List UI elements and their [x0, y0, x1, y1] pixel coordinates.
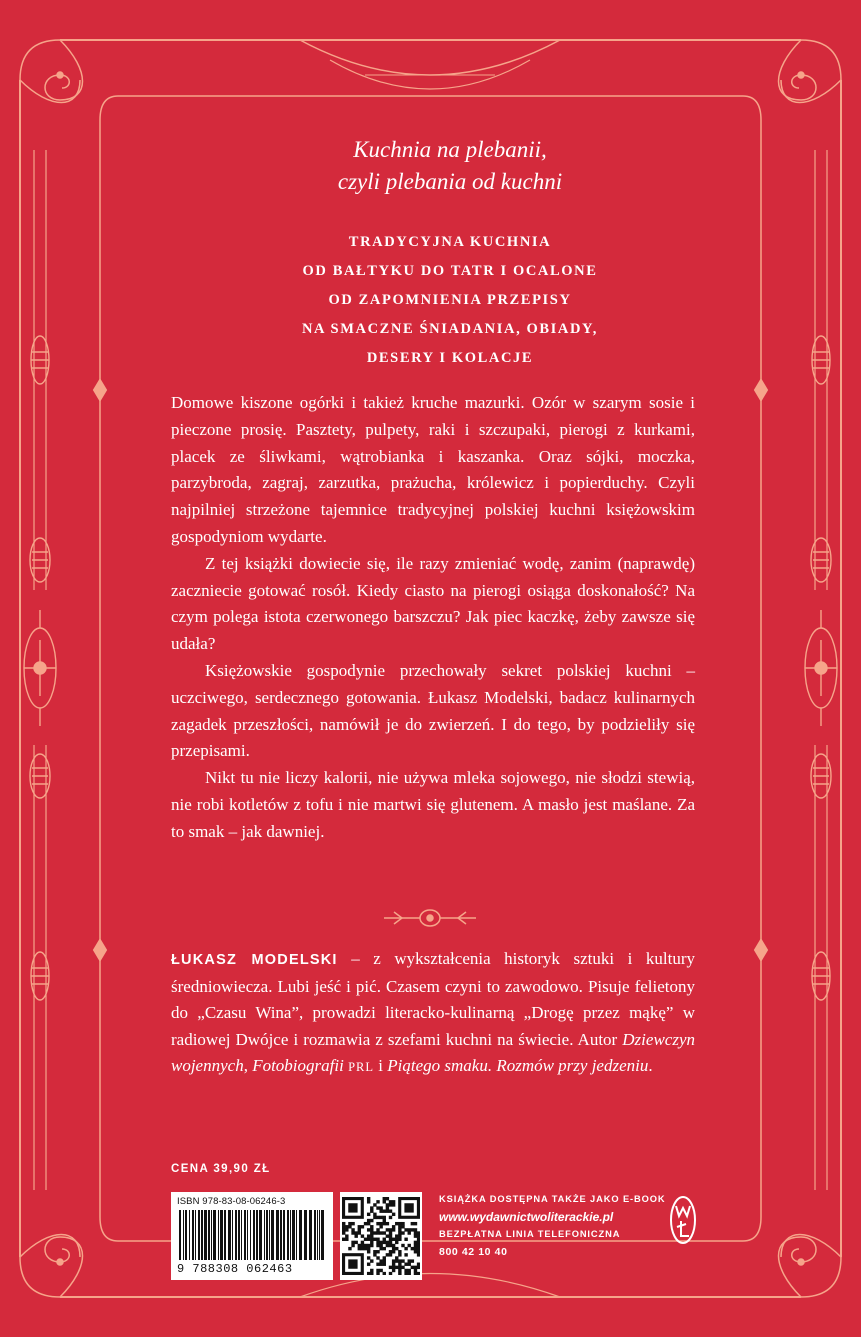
qr-module: [367, 1234, 370, 1237]
book-title-3: Piątego smaku. Rozmów przy jedzeniu: [387, 1056, 649, 1075]
divider-ornament: [380, 907, 480, 929]
qr-module: [411, 1222, 414, 1225]
qr-module: [376, 1241, 379, 1244]
qr-module: [379, 1263, 382, 1266]
qr-module: [370, 1225, 373, 1228]
qr-module: [342, 1228, 345, 1231]
qr-module: [414, 1250, 417, 1253]
qr-module: [348, 1222, 351, 1225]
qr-module: [383, 1197, 386, 1200]
qr-module: [367, 1213, 370, 1216]
bio-end: .: [648, 1056, 653, 1075]
barcode-bar: [247, 1210, 248, 1260]
qr-module: [389, 1266, 392, 1269]
qr-module: [373, 1216, 376, 1219]
qr-module: [342, 1222, 345, 1225]
qr-module: [392, 1250, 395, 1253]
qr-module: [408, 1228, 411, 1231]
qr-module: [383, 1238, 386, 1241]
qr-module: [370, 1206, 373, 1209]
barcode-bar: [259, 1210, 262, 1260]
qr-module: [373, 1203, 376, 1206]
barcode-bar: [250, 1210, 251, 1260]
qr-module: [367, 1244, 370, 1247]
qr-module: [395, 1256, 398, 1259]
qr-module: [370, 1238, 373, 1241]
qr-module: [386, 1222, 389, 1225]
qr-module: [389, 1253, 392, 1256]
qr-module: [392, 1247, 395, 1250]
barcode-bar: [208, 1210, 210, 1260]
qr-module: [417, 1244, 420, 1247]
barcode-bar: [224, 1210, 226, 1260]
description-paragraph-3: Księżowskie gospodynie przechowały sekret polskiej kuchni – uczciwego, serdecznego gotowania. Łukasz Modelski, badacz kulinarnych zagadek przeszłości, namówił je do zwierzeń. I do tego, by podzieliły się przepisami.: [171, 660, 695, 761]
qr-module: [389, 1241, 392, 1244]
qr-module: [351, 1231, 354, 1234]
qr-module: [379, 1216, 382, 1219]
qr-module: [414, 1228, 417, 1231]
qr-module: [361, 1244, 364, 1247]
bio-text: – z wykształcenia historyk sztuki i kultury średniowiecza. Lubi jeść i pić. Czasem czyni to zawodowo. Pisuje felietony do „Czasu Wina”, prowadzi literacko-kulinarną „Drogę przez mąkę” w radiowej Dwójce i rozmawia z szefami kuchni na świecie. Autor: [171, 949, 695, 1049]
publisher-website[interactable]: www.wydawnictwoliterackie.pl: [439, 1210, 614, 1224]
barcode-bar: [256, 1210, 258, 1260]
qr-module: [376, 1244, 379, 1247]
qr-module: [414, 1266, 417, 1269]
qr-module: [351, 1222, 354, 1225]
barcode-bar: [253, 1210, 255, 1260]
qr-module: [401, 1244, 404, 1247]
qr-module: [370, 1231, 373, 1234]
qr-module: [383, 1247, 386, 1250]
qr-module: [373, 1238, 376, 1241]
qr-module: [361, 1247, 364, 1250]
barcode-bar: [235, 1210, 237, 1260]
qr-module: [392, 1225, 395, 1228]
qr-module: [417, 1234, 420, 1237]
qr-module: [417, 1247, 420, 1250]
barcode-bar: [189, 1210, 190, 1260]
book-title-2: Fotobiografii: [252, 1056, 344, 1075]
qr-module: [383, 1209, 386, 1212]
qr-module: [361, 1225, 364, 1228]
qr-module: [376, 1269, 379, 1272]
barcode-bar: [241, 1210, 242, 1260]
qr-module: [383, 1200, 386, 1203]
subtitle-line-1: Kuchnia na plebanii,: [353, 137, 547, 162]
qr-module: [367, 1247, 370, 1250]
qr-module: [389, 1216, 392, 1219]
qr-module: [414, 1269, 417, 1272]
tagline: [150, 228, 750, 373]
qr-module: [414, 1234, 417, 1237]
subtitle-line-2: czyli plebania od kuchni: [337, 169, 563, 194]
barcode-box: [171, 1192, 333, 1280]
barcode-bar: [283, 1210, 285, 1260]
qr-module: [376, 1216, 379, 1219]
qr-module: [389, 1272, 392, 1275]
qr-module: [417, 1241, 420, 1244]
qr-module: [376, 1200, 379, 1203]
qr-module: [383, 1263, 386, 1266]
qr-module: [348, 1225, 351, 1228]
qr-module: [358, 1247, 361, 1250]
qr-module: [392, 1259, 395, 1262]
book-title-1: Dziewczyn wojennych: [171, 1029, 695, 1075]
qr-module: [408, 1272, 411, 1275]
qr-module: [373, 1213, 376, 1216]
qr-module: [367, 1263, 370, 1266]
barcode-bar: [238, 1210, 240, 1260]
qr-module: [401, 1266, 404, 1269]
bio-and: i: [374, 1056, 388, 1075]
qr-module: [392, 1203, 395, 1206]
qr-module: [411, 1247, 414, 1250]
tagline-line-5: DESERY I KOLACJE: [366, 350, 534, 366]
qr-module: [392, 1263, 395, 1266]
isbn-label: ISBN 978-83-08-06246-3: [177, 1196, 286, 1207]
qr-module: [401, 1231, 404, 1234]
qr-module: [367, 1250, 370, 1253]
qr-module: [354, 1234, 357, 1237]
qr-module: [404, 1272, 407, 1275]
qr-module: [379, 1209, 382, 1212]
qr-module: [370, 1209, 373, 1212]
qr-module: [383, 1272, 386, 1275]
qr-module: [376, 1256, 379, 1259]
qr-module: [383, 1219, 386, 1222]
qr-module: [404, 1247, 407, 1250]
qr-module: [386, 1244, 389, 1247]
qr-module: [379, 1269, 382, 1272]
qr-module: [370, 1219, 373, 1222]
qr-module: [379, 1225, 382, 1228]
barcode-bar: [179, 1210, 181, 1260]
author-name: ŁUKASZ MODELSKI: [171, 952, 338, 968]
qr-module: [342, 1225, 345, 1228]
subtitle: [150, 134, 750, 198]
qr-module: [386, 1197, 389, 1200]
hotline-label: BEZPŁATNA LINIA TELEFONICZNA: [439, 1229, 621, 1239]
qr-module: [386, 1209, 389, 1212]
barcode-bar: [314, 1210, 316, 1260]
qr-module: [417, 1250, 420, 1253]
qr-module: [364, 1244, 367, 1247]
barcode-bar: [185, 1210, 187, 1260]
qr-module: [367, 1272, 370, 1275]
qr-module: [370, 1228, 373, 1231]
qr-module: [398, 1225, 401, 1228]
qr-module: [414, 1244, 417, 1247]
qr-module: [354, 1241, 357, 1244]
qr-module: [414, 1241, 417, 1244]
qr-module: [411, 1228, 414, 1231]
qr-module: [404, 1263, 407, 1266]
qr-module: [395, 1241, 398, 1244]
barcode-bar: [276, 1210, 279, 1260]
qr-module: [376, 1231, 379, 1234]
qr-module: [358, 1244, 361, 1247]
qr-module: [345, 1228, 348, 1231]
qr-module: [367, 1197, 370, 1200]
description-paragraph-4: Nikt tu nie liczy kalorii, nie używa mleka sojowego, nie słodzi stewią, nie robi kotletów z tofu i nie martwi się glutenem. A masło jest maślane. Za to smak – jak dawniej.: [171, 768, 695, 841]
qr-module: [395, 1247, 398, 1250]
qr-module: [358, 1225, 361, 1228]
qr-module: [404, 1238, 407, 1241]
qr-module: [351, 1241, 354, 1244]
qr-module: [361, 1234, 364, 1237]
barcode-bar: [292, 1210, 295, 1260]
qr-module: [379, 1241, 382, 1244]
qr-module: [389, 1200, 392, 1203]
qr-module: [401, 1259, 404, 1262]
price-label: CENA 39,90 ZŁ: [171, 1163, 271, 1175]
barcode-bar: [266, 1210, 268, 1260]
qr-module: [376, 1250, 379, 1253]
qr-module: [389, 1209, 392, 1212]
barcode-bar: [213, 1210, 216, 1260]
qr-module: [386, 1234, 389, 1237]
barcode-bar: [204, 1210, 207, 1260]
qr-module: [417, 1253, 420, 1256]
barcode-bar: [280, 1210, 282, 1260]
qr-module: [364, 1238, 367, 1241]
barcode-bar: [264, 1210, 265, 1260]
qr-module: [351, 1228, 354, 1231]
qr-module: [386, 1253, 389, 1256]
qr-module: [401, 1222, 404, 1225]
tagline-line-2: OD BAŁTYKU DO TATR I OCALONE: [302, 263, 598, 279]
qr-module: [361, 1241, 364, 1244]
qr-module: [398, 1259, 401, 1262]
qr-module: [376, 1263, 379, 1266]
qr-module: [392, 1200, 395, 1203]
qr-code-icon: [342, 1197, 420, 1275]
qr-code-box[interactable]: [340, 1192, 422, 1280]
qr-module: [417, 1272, 420, 1275]
qr-module: [383, 1231, 386, 1234]
qr-module: [389, 1234, 392, 1237]
qr-module: [376, 1206, 379, 1209]
qr-module: [398, 1266, 401, 1269]
barcode-icon: [177, 1210, 327, 1262]
qr-module: [398, 1253, 401, 1256]
barcode-bar: [321, 1210, 324, 1260]
qr-module: [345, 1238, 348, 1241]
qr-module: [392, 1238, 395, 1241]
qr-module: [370, 1241, 373, 1244]
qr-module: [367, 1256, 370, 1259]
qr-module: [398, 1231, 401, 1234]
barcode-bar: [319, 1210, 320, 1260]
qr-module: [404, 1269, 407, 1272]
author-bio: [171, 946, 695, 1081]
qr-module: [379, 1222, 382, 1225]
qr-module: [383, 1241, 386, 1244]
barcode-bar: [269, 1210, 270, 1260]
qr-module: [395, 1259, 398, 1262]
qr-module: [411, 1259, 414, 1262]
qr-module: [386, 1206, 389, 1209]
barcode-bar: [211, 1210, 212, 1260]
qr-module: [383, 1256, 386, 1259]
description: [171, 390, 695, 846]
wl-logo-icon: [668, 1194, 698, 1246]
barcode-bar: [220, 1210, 223, 1260]
qr-module: [383, 1216, 386, 1219]
qr-module: [367, 1219, 370, 1222]
barcode-bar: [299, 1210, 302, 1260]
barcode-bar: [296, 1210, 297, 1260]
qr-module: [404, 1253, 407, 1256]
qr-module: [370, 1244, 373, 1247]
qr-module: [370, 1272, 373, 1275]
qr-module: [414, 1247, 417, 1250]
qr-module: [364, 1222, 367, 1225]
qr-module: [342, 1231, 345, 1234]
qr-module: [389, 1203, 392, 1206]
qr-module: [379, 1231, 382, 1234]
qr-module: [414, 1231, 417, 1234]
qr-module: [379, 1206, 382, 1209]
qr-module: [379, 1244, 382, 1247]
qr-module: [417, 1266, 420, 1269]
qr-module: [392, 1266, 395, 1269]
qr-module: [376, 1272, 379, 1275]
qr-module: [411, 1266, 414, 1269]
qr-module: [414, 1222, 417, 1225]
qr-module: [376, 1238, 379, 1241]
qr-module: [386, 1203, 389, 1206]
book-title-2-prl: PRL: [348, 1060, 375, 1074]
qr-module: [404, 1228, 407, 1231]
qr-module: [398, 1222, 401, 1225]
qr-module: [342, 1238, 345, 1241]
qr-module: [398, 1250, 401, 1253]
qr-module: [392, 1244, 395, 1247]
bio-separator: ,: [243, 1056, 253, 1075]
qr-module: [389, 1250, 392, 1253]
ebook-note: KSIĄŻKA DOSTĘPNA TAKŻE JAKO E-BOOK: [439, 1194, 666, 1204]
publisher-info: [439, 1192, 666, 1260]
tagline-line-1: TRADYCYJNA KUCHNIA: [348, 234, 552, 250]
qr-module: [398, 1234, 401, 1237]
qr-module: [417, 1231, 420, 1234]
qr-module: [364, 1247, 367, 1250]
barcode-bar: [309, 1210, 312, 1260]
qr-module: [376, 1222, 379, 1225]
qr-module: [398, 1263, 401, 1266]
description-paragraph-1: Domowe kiszone ogórki i takież kruche mazurki. Ozór w szarym sosie i pieczone prosię. Pasztety, pulpety, raki i szczupaki, pierogi z kurkami, placek ze śliwkami, wątrobianka i kaszanka. Oraz sójki, moczka, parzybroda, zagraj, zarzutka, prażucha, królewicz i popierduchy. Czyli najpilniej strzeżone tajemnice tradycyjnej polskiej kuchni księżowskim gospodyniom wydarte.: [171, 393, 695, 546]
barcode-bar: [183, 1210, 184, 1260]
qr-module: [367, 1200, 370, 1203]
qr-module: [358, 1228, 361, 1231]
qr-module: [417, 1263, 420, 1266]
qr-module: [367, 1238, 370, 1241]
barcode-bar: [198, 1210, 200, 1260]
qr-module: [408, 1231, 411, 1234]
qr-module: [367, 1222, 370, 1225]
hotline-phone[interactable]: 800 42 10 40: [439, 1246, 508, 1258]
qr-module: [386, 1241, 389, 1244]
qr-module: [348, 1259, 357, 1268]
qr-module: [367, 1228, 370, 1231]
barcode-bar: [287, 1210, 289, 1260]
qr-module: [398, 1272, 401, 1275]
qr-module: [395, 1222, 398, 1225]
qr-module: [348, 1203, 357, 1212]
barcode-bar: [244, 1210, 246, 1260]
qr-module: [379, 1247, 382, 1250]
barcode-bar: [218, 1210, 219, 1260]
qr-module: [395, 1266, 398, 1269]
qr-module: [395, 1234, 398, 1237]
barcode-bar: [232, 1210, 233, 1260]
barcode-bar: [304, 1210, 307, 1260]
qr-module: [351, 1244, 354, 1247]
tagline-line-3: OD ZAPOMNIENIA PRZEPISY: [328, 292, 572, 308]
barcode-bar: [271, 1210, 274, 1260]
qr-module: [386, 1228, 389, 1231]
qr-module: [376, 1228, 379, 1231]
qr-module: [398, 1269, 401, 1272]
qr-module: [392, 1269, 395, 1272]
barcode-bar: [228, 1210, 231, 1260]
qr-module: [408, 1269, 411, 1272]
description-paragraph-2: Z tej książki dowiecie się, ile razy zmieniać wodę, zanim (naprawdę) zaczniecie gotować rosół. Kiedy ciasto na pierogi osiąga doskonałość? Na czym polega istota czerwonego barszczu? Jak piec kaczkę, żeby zawsze się udała?: [171, 553, 695, 654]
qr-module: [404, 1203, 413, 1212]
barcode-bar: [290, 1210, 291, 1260]
qr-module: [395, 1238, 398, 1241]
qr-module: [345, 1225, 348, 1228]
tagline-line-4: NA SMACZNE ŚNIADANIA, OBIADY,: [301, 321, 599, 337]
qr-module: [414, 1272, 417, 1275]
barcode-bar: [195, 1210, 196, 1260]
qr-module: [345, 1234, 348, 1237]
qr-module: [398, 1228, 401, 1231]
qr-module: [408, 1244, 411, 1247]
qr-module: [373, 1231, 376, 1234]
qr-module: [370, 1234, 373, 1237]
qr-module: [389, 1238, 392, 1241]
qr-module: [379, 1259, 382, 1262]
barcode-bar: [317, 1210, 318, 1260]
qr-module: [389, 1228, 392, 1231]
qr-module: [373, 1253, 376, 1256]
qr-module: [383, 1222, 386, 1225]
qr-module: [392, 1228, 395, 1231]
qr-module: [408, 1259, 411, 1262]
qr-module: [398, 1238, 401, 1241]
qr-module: [370, 1269, 373, 1272]
barcode-bar: [192, 1210, 194, 1260]
qr-module: [389, 1231, 392, 1234]
qr-module: [417, 1238, 420, 1241]
qr-module: [358, 1231, 361, 1234]
qr-module: [408, 1263, 411, 1266]
qr-module: [370, 1259, 373, 1262]
qr-module: [389, 1244, 392, 1247]
barcode-bar: [201, 1210, 203, 1260]
qr-module: [348, 1247, 351, 1250]
qr-module: [401, 1225, 404, 1228]
qr-module: [383, 1259, 386, 1262]
qr-module: [392, 1213, 395, 1216]
ean-digits: 9 788308 062463: [177, 1262, 293, 1276]
qr-module: [354, 1231, 357, 1234]
qr-module: [373, 1250, 376, 1253]
